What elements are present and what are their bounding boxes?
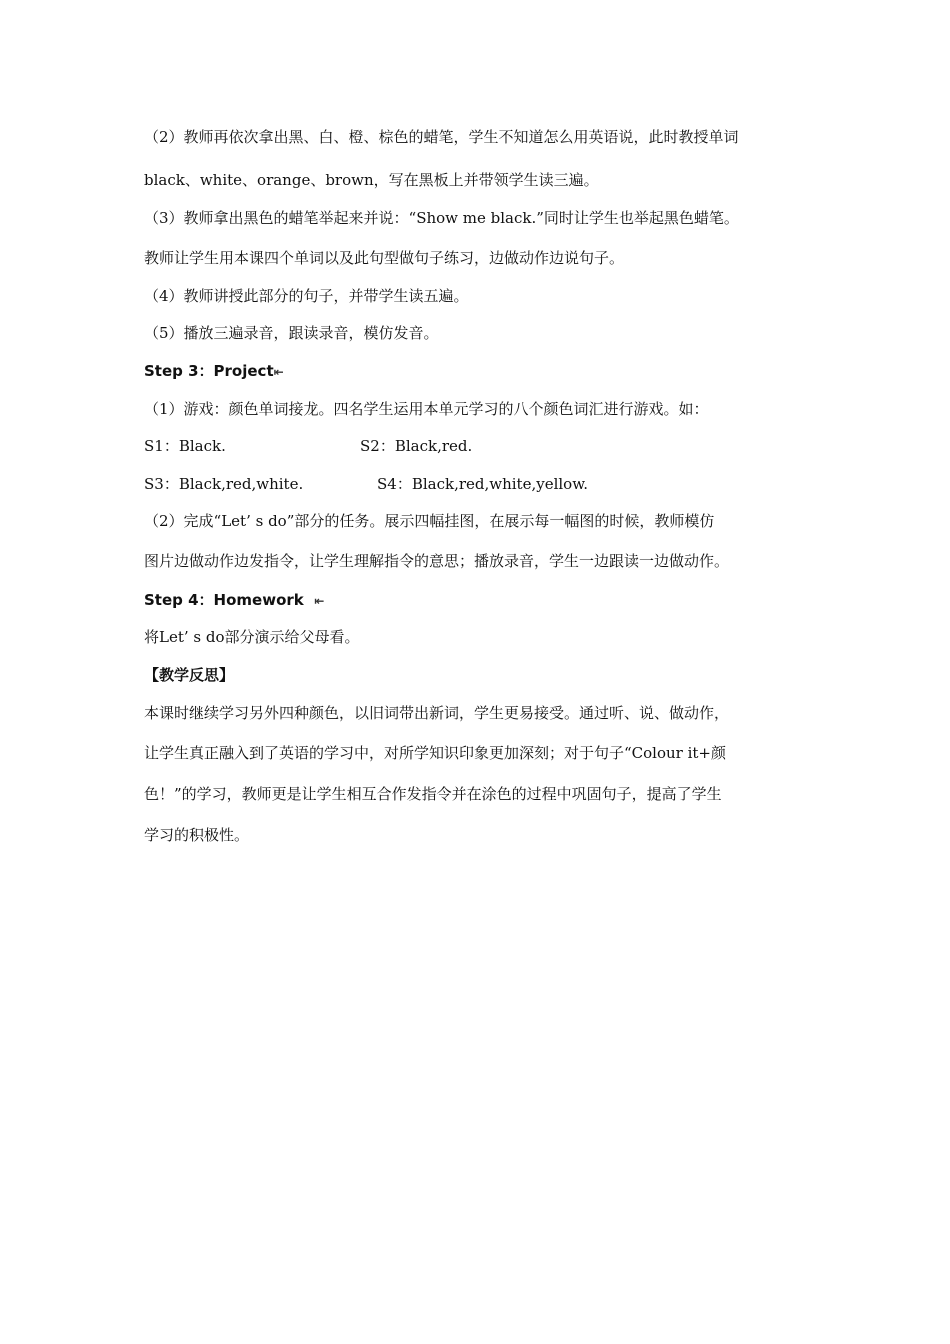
dialogue-s4: S4：Black,red,white,yellow.: [377, 475, 589, 493]
section-heading-step3: [144, 361, 824, 382]
dialogue-s1: S1：Black.: [144, 437, 226, 455]
paragraph-mark-icon: ⇤: [314, 594, 325, 608]
paragraph-line: 将Let’ s do部分演示给父母看。: [144, 628, 360, 646]
step3-label: Step 3：Project: [144, 362, 274, 380]
paragraph-line: 色！”的学习，教师更是让学生相互合作发指令并在涂色的过程中巩固句子，提高了学生: [144, 785, 722, 803]
paragraph-line: 让学生真正融入到了英语的学习中，对所学知识印象更加深刻；对于句子“Colour it+颜: [144, 744, 727, 762]
dialogue-s3: S3：Black,red,white.: [144, 475, 304, 493]
paragraph-line: 本课时继续学习另外四种颜色，以旧词带出新词，学生更易接受。通过听、说、做动作，: [144, 704, 730, 722]
dialogue-row: [144, 436, 824, 456]
paragraph-line: 学习的积极性。: [144, 826, 250, 844]
paragraph-line: 教师让学生用本课四个单词以及此句型做句子练习，边做动作边说句子。: [144, 249, 625, 267]
paragraph-line: （2）教师再依次拿出黑、白、橙、棕色的蜡笔，学生不知道怎么用英语说，此时教授单词: [144, 128, 739, 146]
paragraph-line: （1）游戏：颜色单词接龙。四名学生运用本单元学习的八个颜色词汇进行游戏。如：: [144, 400, 709, 418]
paragraph-line: 图片边做动作边发指令，让学生理解指令的意思；播放录音，学生一边跟读一边做动作。: [144, 552, 730, 570]
section-heading-step4: [144, 590, 824, 611]
paragraph-line: （2）完成“Let’ s do”部分的任务。展示四幅挂图，在展示每一幅图的时候，教师模仿: [144, 512, 715, 530]
section-heading-reflection: 【教学反思】: [144, 666, 235, 684]
step4-label: Step 4：Homework: [144, 591, 304, 609]
paragraph-line: （4）教师讲授此部分的句子，并带学生读五遍。: [144, 287, 469, 305]
paragraph-line: （3）教师拿出黑色的蜡笔举起来并说：“Show me black.”同时让学生也举起黑色蜡笔。: [144, 209, 739, 227]
dialogue-s2: S2：Black,red.: [360, 437, 473, 455]
paragraph-mark-icon: ⇤: [273, 365, 284, 379]
dialogue-row: [144, 474, 824, 494]
paragraph-line: （5）播放三遍录音，跟读录音，模仿发音。: [144, 324, 439, 342]
paragraph-line: black、white、orange、brown，写在黑板上并带领学生读三遍。: [144, 171, 599, 189]
